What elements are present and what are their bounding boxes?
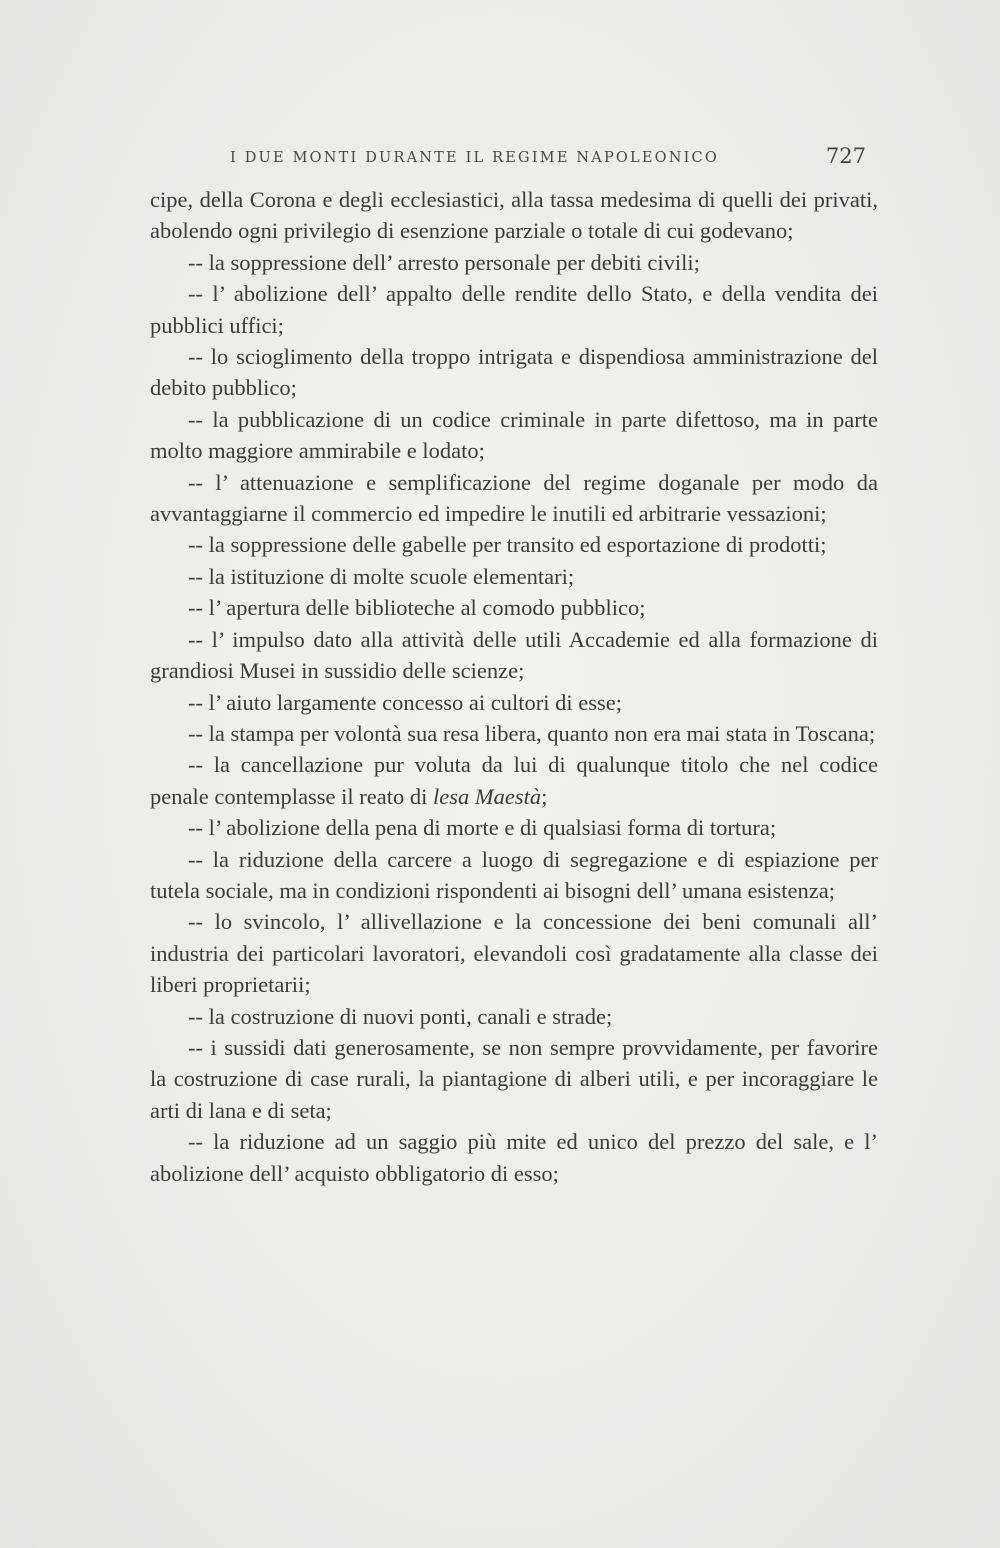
list-item: -- la riduzione ad un saggio più mite ed unico del prezzo del sale, e l’ abolizione dell’ acquisto obbligatorio di esso; [150, 1129, 878, 1186]
list-item: -- lo scioglimento della troppo intrigata e dispendiosa amministrazione del debito pubblico; [150, 344, 878, 401]
list-item: -- la pubblicazione di un codice criminale in parte difettoso, ma in parte molto maggiore ammirabile e lodato; [150, 406, 878, 464]
list-item: -- la costruzione di nuovi ponti, canali e strade; [188, 1003, 613, 1029]
list-item: -- la soppressione dell’ arresto personale per debiti civili; [188, 249, 700, 275]
list-item: -- l’ abolizione della pena di morte e di qualsiasi forma di tortura; [188, 815, 777, 841]
list-item-punctuation: ; [541, 783, 548, 809]
list-item: -- i sussidi dati generosamente, se non sempre provvidamente, per favorire la costruzione di case rurali, la piantagione di alberi utili, e per incoraggiare le arti di lana e di seta; [150, 1034, 878, 1123]
list-item: -- lo svincolo, l’ allivellazione e la concessione dei beni comunali all’ industria dei particolari lavoratori, elevandoli così gradatamente alla classe dei liberi proprietarii; [150, 909, 878, 998]
list-item: -- la riduzione della carcere a luogo di segregazione e di espiazione per tutela sociale, ma in condizioni rispondenti ai bisogni dell’ umana esistenza; [150, 846, 878, 903]
list-item: -- l’ aiuto largamente concesso ai cultori di esse; [188, 689, 623, 715]
body-text [150, 184, 878, 1189]
running-title: I DUE MONTI DURANTE IL REGIME NAPOLEONICO [230, 150, 719, 166]
running-head [150, 146, 872, 176]
list-item: -- la stampa per volontà sua resa libera, quanto non era mai stata in Toscana; [188, 720, 876, 746]
paragraph: cipe, della Corona e degli ecclesiastici, alla tassa medesima di quelli dei privati, abolendo ogni privilegio di esenzione parziale o totale di cui godevano; [150, 187, 878, 244]
page-number: 727 [825, 144, 866, 168]
list-item: -- la istituzione di molte scuole elementari; [188, 563, 575, 589]
list-item: -- la soppressione delle gabelle per transito ed esportazione di prodotti; [188, 532, 827, 558]
list-item: -- l’ attenuazione e semplificazione del regime doganale per modo da avvantaggiarne il commercio ed impedire le inutili ed arbitrarie vessazioni; [150, 469, 878, 527]
list-item: -- l’ apertura delle biblioteche al comodo pubblico; [188, 595, 646, 621]
list-item: -- l’ impulso dato alla attività delle utili Accademie ed alla formazione di grandiosi Musei in sussidio delle scienze; [150, 626, 878, 684]
list-item [150, 749, 878, 812]
list-item: -- l’ abolizione dell’ appalto delle rendite dello Stato, e della vendita dei pubblici uffici; [150, 281, 878, 338]
list-item-text: -- la cancellazione pur voluta da lui di qualunque titolo che nel codice penale contemplasse il reato di [150, 752, 878, 809]
italic-phrase: lesa Maestà [433, 783, 542, 809]
